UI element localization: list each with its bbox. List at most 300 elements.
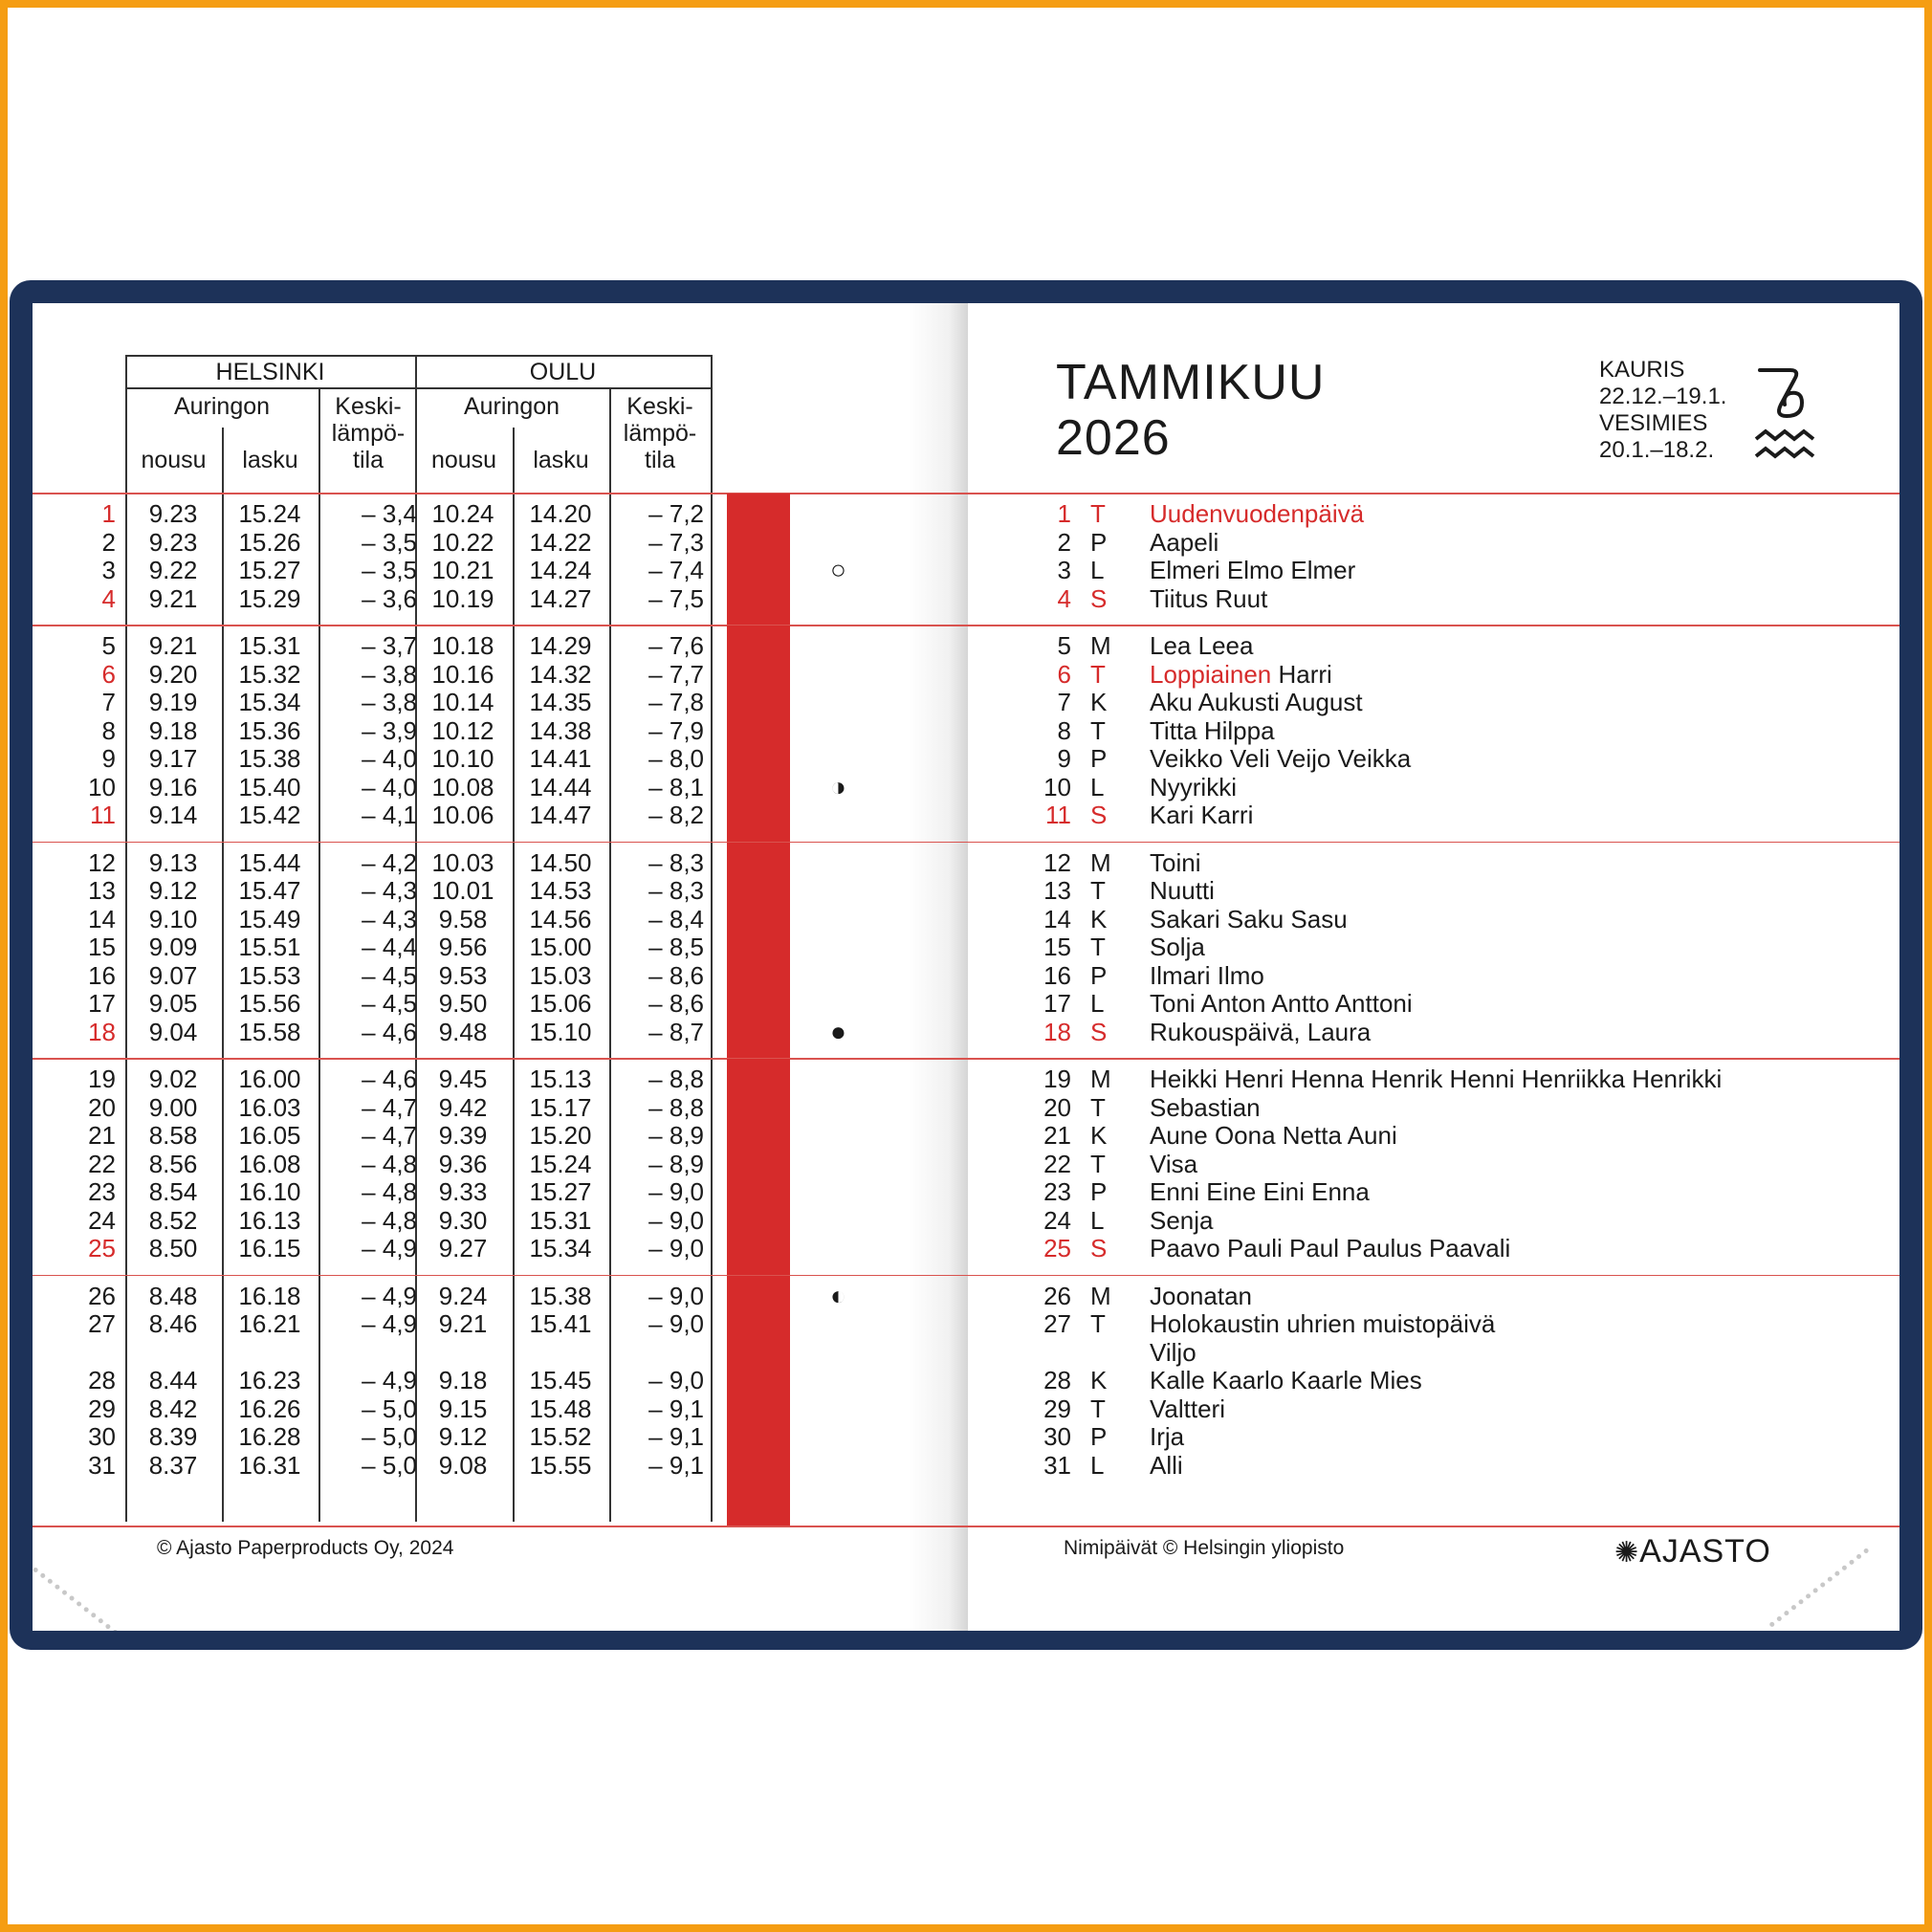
day-number: 10 bbox=[88, 772, 116, 801]
oulu-sunset: 14.56 bbox=[529, 904, 592, 933]
oulu-sunrise: 10.10 bbox=[431, 744, 494, 773]
weekday-letter: M bbox=[1090, 1065, 1111, 1093]
brand-name: AJASTO bbox=[1639, 1533, 1771, 1570]
name-day-names: Titta Hilppa bbox=[1150, 715, 1275, 745]
brand-logo bbox=[1614, 1533, 1771, 1570]
oulu-temp: – 8,8 bbox=[648, 1092, 704, 1122]
helsinki-sunrise: 8.39 bbox=[148, 1422, 198, 1451]
oulu-temp: – 9,0 bbox=[648, 1366, 704, 1394]
helsinki-sunset: 15.36 bbox=[238, 715, 301, 745]
tila-label: tila bbox=[353, 447, 384, 473]
helsinki-sunrise: 9.20 bbox=[148, 659, 198, 689]
weekday-letter: S bbox=[1090, 801, 1108, 829]
day-number: 24 bbox=[88, 1205, 116, 1235]
name-days bbox=[1150, 1423, 1184, 1452]
day-number: 9 bbox=[101, 744, 116, 773]
oulu-sunrise: 10.06 bbox=[431, 801, 494, 829]
oulu-sunrise: 9.15 bbox=[438, 1394, 488, 1423]
sun-table-row bbox=[33, 1151, 740, 1179]
day-number: 22 bbox=[88, 1149, 116, 1178]
name-day-names: Nyyrikki bbox=[1150, 772, 1237, 801]
month-title bbox=[1056, 355, 1325, 466]
perforation-dots bbox=[33, 1567, 133, 1631]
oulu-sunset: 15.10 bbox=[529, 1017, 592, 1046]
sun-table-row bbox=[33, 689, 740, 717]
sun-table-row bbox=[33, 1207, 740, 1236]
helsinki-sunrise: 9.05 bbox=[148, 989, 198, 1018]
oulu-sunrise: 10.21 bbox=[431, 556, 494, 584]
weekday-letter: T bbox=[1090, 1149, 1106, 1178]
day-number: 14 bbox=[88, 904, 116, 933]
day-number: 17 bbox=[88, 989, 116, 1018]
name-day-names: Viljo bbox=[1150, 1337, 1197, 1367]
day-number: 8 bbox=[1057, 715, 1071, 745]
name-days bbox=[1150, 933, 1205, 962]
helsinki-sunset: 16.15 bbox=[238, 1234, 301, 1262]
helsinki-temp: – 4,9 bbox=[362, 1234, 417, 1262]
name-day-row bbox=[968, 1452, 1886, 1481]
name-day-names: Solja bbox=[1150, 933, 1205, 961]
day-number: 18 bbox=[88, 1017, 116, 1046]
oulu-sunset: 14.41 bbox=[529, 744, 592, 773]
weekday-letter: L bbox=[1090, 556, 1105, 584]
helsinki-sunset: 16.00 bbox=[238, 1065, 301, 1093]
week-rule bbox=[968, 625, 1899, 626]
name-day-row bbox=[968, 1283, 1886, 1311]
day-number: 8 bbox=[101, 715, 116, 745]
weekday-letter: L bbox=[1090, 772, 1105, 801]
name-day-credit: Nimipäivät © Helsingin yliopisto bbox=[1064, 1537, 1345, 1559]
name-day-names: Kalle Kaarlo Kaarle Mies bbox=[1150, 1366, 1422, 1394]
oulu-temp: – 9,0 bbox=[648, 1234, 704, 1262]
oulu-sunrise: 9.33 bbox=[438, 1177, 488, 1206]
name-days bbox=[1150, 1065, 1722, 1094]
oulu-temp: – 9,0 bbox=[648, 1281, 704, 1310]
weekday-letter: S bbox=[1090, 1017, 1108, 1046]
oulu-sunset: 14.22 bbox=[529, 527, 592, 557]
oulu-temp: – 9,0 bbox=[648, 1177, 704, 1206]
weekday-letter: T bbox=[1090, 715, 1106, 745]
name-day-names: Irja bbox=[1150, 1422, 1185, 1451]
perforation-dots bbox=[1768, 1548, 1872, 1631]
day-number: 7 bbox=[1057, 688, 1071, 716]
oulu-sunset: 15.20 bbox=[529, 1121, 592, 1150]
week-rule bbox=[33, 493, 976, 494]
auringon-label: Auringon bbox=[463, 393, 560, 420]
sun-table-row bbox=[33, 1283, 740, 1311]
oulu-temp: – 7,5 bbox=[648, 583, 704, 613]
day-number: 5 bbox=[1057, 631, 1071, 660]
helsinki-temp: – 4,6 bbox=[362, 1017, 417, 1046]
week-rule bbox=[968, 842, 1899, 844]
name-day-row bbox=[968, 877, 1886, 906]
name-day-row bbox=[968, 1423, 1886, 1452]
week-rule bbox=[33, 1275, 976, 1277]
weekday-letter: K bbox=[1090, 1121, 1108, 1150]
helsinki-sunset: 15.29 bbox=[238, 583, 301, 613]
helsinki-sunrise: 9.18 bbox=[148, 715, 198, 745]
oulu-temp: – 7,4 bbox=[648, 556, 704, 584]
helsinki-sunrise: 9.12 bbox=[148, 876, 198, 905]
oulu-temp: – 9,1 bbox=[648, 1450, 704, 1480]
name-day-row bbox=[968, 849, 1886, 878]
sun-table-row bbox=[33, 1367, 740, 1395]
name-day-names: Paavo Pauli Paul Paulus Paavali bbox=[1150, 1234, 1511, 1262]
zodiac-sign-2: VESIMIES bbox=[1599, 410, 1708, 436]
oulu-sunrise: 10.22 bbox=[431, 527, 494, 557]
weekday-letter: P bbox=[1090, 527, 1108, 557]
weekday-letter: M bbox=[1090, 847, 1111, 877]
helsinki-temp: – 3,4 bbox=[362, 499, 417, 528]
name-day-row bbox=[968, 1395, 1886, 1424]
name-day-names: Kari Karri bbox=[1150, 801, 1254, 829]
helsinki-sunrise: 9.21 bbox=[148, 583, 198, 613]
oulu-sunrise: 10.08 bbox=[431, 772, 494, 801]
day-number: 15 bbox=[1043, 933, 1071, 961]
oulu-sunrise: 9.30 bbox=[438, 1205, 488, 1235]
oulu-sunset: 14.44 bbox=[529, 772, 592, 801]
sun-table-row bbox=[33, 585, 740, 614]
oulu-temp: – 8,0 bbox=[648, 744, 704, 773]
helsinki-sunset: 16.08 bbox=[238, 1149, 301, 1178]
helsinki-sunset: 15.27 bbox=[238, 556, 301, 584]
name-days bbox=[1150, 1367, 1422, 1395]
name-day-row bbox=[968, 962, 1886, 991]
helsinki-sunrise: 9.02 bbox=[148, 1065, 198, 1093]
name-day-row bbox=[968, 717, 1886, 746]
zodiac-dates-1: 22.12.–19.1. bbox=[1599, 384, 1727, 409]
oulu-temp: – 8,4 bbox=[648, 904, 704, 933]
name-day-names: Veikko Veli Veijo Veikka bbox=[1150, 744, 1412, 773]
oulu-sunrise: 10.18 bbox=[431, 631, 494, 660]
helsinki-sunset: 15.26 bbox=[238, 527, 301, 557]
name-day-row bbox=[968, 1019, 1886, 1047]
day-number: 20 bbox=[1043, 1092, 1071, 1122]
name-days bbox=[1150, 661, 1332, 690]
name-days bbox=[1150, 529, 1218, 558]
day-number: 6 bbox=[101, 659, 116, 689]
name-days bbox=[1150, 632, 1253, 661]
helsinki-sunset: 15.56 bbox=[238, 989, 301, 1018]
helsinki-temp: – 4,8 bbox=[362, 1205, 417, 1235]
oulu-temp: – 8,3 bbox=[648, 847, 704, 877]
oulu-sunrise: 9.08 bbox=[438, 1450, 488, 1480]
day-number: 17 bbox=[1043, 989, 1071, 1018]
name-day-row bbox=[968, 1235, 1886, 1263]
helsinki-sunset: 16.28 bbox=[238, 1422, 301, 1451]
auringon-label: Auringon bbox=[173, 393, 271, 420]
name-days bbox=[1150, 1094, 1261, 1123]
day-number: 7 bbox=[101, 688, 116, 716]
helsinki-sunrise: 9.19 bbox=[148, 688, 198, 716]
name-days bbox=[1150, 1452, 1183, 1481]
helsinki-temp: – 5,0 bbox=[362, 1394, 417, 1423]
zodiac-sign-1: KAURIS bbox=[1599, 357, 1685, 383]
sun-table-row bbox=[33, 1019, 740, 1047]
oulu-temp: – 8,9 bbox=[648, 1149, 704, 1178]
name-days bbox=[1150, 689, 1363, 717]
day-number: 20 bbox=[88, 1092, 116, 1122]
day-number: 16 bbox=[1043, 960, 1071, 990]
helsinki-sunset: 15.42 bbox=[238, 801, 301, 829]
day-number: 27 bbox=[1043, 1309, 1071, 1338]
name-days bbox=[1150, 557, 1355, 585]
name-day-names: Holokaustin uhrien muistopäivä bbox=[1150, 1309, 1496, 1338]
tila-label: tila bbox=[645, 447, 675, 473]
sun-table-row bbox=[33, 774, 740, 802]
helsinki-sunrise: 9.17 bbox=[148, 744, 198, 773]
sun-table-row bbox=[33, 1452, 740, 1481]
oulu-temp: – 8,9 bbox=[648, 1121, 704, 1150]
name-day-row bbox=[968, 1151, 1886, 1179]
name-day-names: Heikki Henri Henna Henrik Henni Henriikka Henrikki bbox=[1150, 1065, 1723, 1093]
oulu-sunset: 15.55 bbox=[529, 1450, 592, 1480]
name-day-row bbox=[968, 774, 1886, 802]
oulu-temp: – 8,1 bbox=[648, 772, 704, 801]
zodiac-dates-2: 20.1.–18.2. bbox=[1599, 437, 1715, 463]
helsinki-temp: – 4,9 bbox=[362, 1309, 417, 1338]
oulu-sunrise: 9.12 bbox=[438, 1422, 488, 1451]
helsinki-sunrise: 9.23 bbox=[148, 527, 198, 557]
day-number: 12 bbox=[88, 847, 116, 877]
name-day-row bbox=[968, 1065, 1886, 1094]
oulu-sunset: 15.27 bbox=[529, 1177, 592, 1206]
oulu-temp: – 8,7 bbox=[648, 1017, 704, 1046]
helsinki-temp: – 4,3 bbox=[362, 876, 417, 905]
name-days bbox=[1150, 585, 1267, 614]
capricorn-icon bbox=[1752, 361, 1819, 422]
day-number: 13 bbox=[1043, 876, 1071, 905]
name-day-row bbox=[968, 557, 1886, 585]
helsinki-temp: – 4,0 bbox=[362, 744, 417, 773]
weekday-letter: T bbox=[1090, 1394, 1106, 1423]
name-days bbox=[1150, 877, 1215, 906]
name-day-row bbox=[968, 990, 1886, 1019]
name-days bbox=[1150, 1283, 1252, 1311]
oulu-sunset: 14.38 bbox=[529, 715, 592, 745]
name-day-names: Sakari Saku Sasu bbox=[1150, 904, 1348, 933]
name-day-row bbox=[968, 585, 1886, 614]
footer-rule bbox=[968, 1526, 1899, 1527]
day-number: 18 bbox=[1043, 1017, 1071, 1046]
helsinki-sunset: 16.18 bbox=[238, 1281, 301, 1310]
weekday-letter: S bbox=[1090, 583, 1108, 613]
name-day-row bbox=[968, 1094, 1886, 1123]
helsinki-temp: – 4,6 bbox=[362, 1065, 417, 1093]
keski-label: Keski- bbox=[335, 393, 402, 420]
helsinki-sunrise: 8.44 bbox=[148, 1366, 198, 1394]
oulu-sunrise: 9.42 bbox=[438, 1092, 488, 1122]
name-day-row bbox=[968, 933, 1886, 962]
oulu-sunset: 14.35 bbox=[529, 688, 592, 716]
weekday-letter: M bbox=[1090, 1281, 1111, 1310]
helsinki-temp: – 4,5 bbox=[362, 960, 417, 990]
weekday-letter: P bbox=[1090, 744, 1108, 773]
helsinki-temp: – 4,2 bbox=[362, 847, 417, 877]
oulu-sunset: 15.03 bbox=[529, 960, 592, 990]
weekday-letter: P bbox=[1090, 1177, 1108, 1206]
oulu-temp: – 8,5 bbox=[648, 933, 704, 961]
name-day-names: Enni Eine Eini Enna bbox=[1150, 1177, 1370, 1206]
helsinki-sunrise: 8.46 bbox=[148, 1309, 198, 1338]
sun-table-row bbox=[33, 661, 740, 690]
name-days bbox=[1150, 1019, 1371, 1047]
helsinki-temp: – 4,7 bbox=[362, 1092, 417, 1122]
day-number: 4 bbox=[101, 583, 116, 613]
table-city-line bbox=[125, 387, 711, 389]
helsinki-sunrise: 9.21 bbox=[148, 631, 198, 660]
helsinki-temp: – 4,0 bbox=[362, 772, 417, 801]
helsinki-temp: – 3,9 bbox=[362, 715, 417, 745]
oulu-temp: – 9,0 bbox=[648, 1309, 704, 1338]
name-days bbox=[1150, 500, 1364, 529]
sun-table-row bbox=[33, 1423, 740, 1452]
name-day-names: Aku Aukusti August bbox=[1150, 688, 1363, 716]
oulu-sunset: 15.17 bbox=[529, 1092, 592, 1122]
name-day-names: Nuutti bbox=[1150, 876, 1215, 905]
name-days bbox=[1150, 1207, 1214, 1236]
oulu-sunrise: 10.14 bbox=[431, 688, 494, 716]
helsinki-sunset: 15.32 bbox=[238, 659, 301, 689]
day-number: 5 bbox=[101, 631, 116, 660]
day-number: 23 bbox=[1043, 1177, 1071, 1206]
day-number: 21 bbox=[1043, 1121, 1071, 1150]
helsinki-header: HELSINKI bbox=[215, 359, 325, 385]
oulu-sunrise: 9.27 bbox=[438, 1234, 488, 1262]
name-days bbox=[1150, 801, 1253, 830]
helsinki-temp: – 3,5 bbox=[362, 556, 417, 584]
helsinki-sunrise: 9.07 bbox=[148, 960, 198, 990]
helsinki-sunrise: 8.37 bbox=[148, 1450, 198, 1480]
sun-table-row bbox=[33, 1094, 740, 1123]
planner-spread bbox=[10, 280, 1922, 1650]
helsinki-sunrise: 8.52 bbox=[148, 1205, 198, 1235]
helsinki-sunrise: 8.48 bbox=[148, 1281, 198, 1310]
day-number: 24 bbox=[1043, 1205, 1071, 1235]
day-number: 30 bbox=[88, 1422, 116, 1451]
helsinki-temp: – 3,7 bbox=[362, 631, 417, 660]
helsinki-temp: – 4,8 bbox=[362, 1177, 417, 1206]
day-number: 12 bbox=[1043, 847, 1071, 877]
helsinki-temp: – 4,7 bbox=[362, 1121, 417, 1150]
day-number: 26 bbox=[1043, 1281, 1071, 1310]
oulu-sunset: 14.29 bbox=[529, 631, 592, 660]
oulu-sunset: 14.32 bbox=[529, 659, 592, 689]
oulu-temp: – 8,6 bbox=[648, 989, 704, 1018]
day-number: 25 bbox=[88, 1234, 116, 1262]
name-day-row bbox=[968, 632, 1886, 661]
helsinki-sunrise: 8.42 bbox=[148, 1394, 198, 1423]
day-number: 26 bbox=[88, 1281, 116, 1310]
oulu-sunrise: 9.21 bbox=[438, 1309, 488, 1338]
day-number: 2 bbox=[101, 527, 116, 557]
oulu-temp: – 8,6 bbox=[648, 960, 704, 990]
sun-table-row bbox=[33, 933, 740, 962]
name-day-names: Alli bbox=[1150, 1450, 1183, 1480]
weekday-letter: P bbox=[1090, 960, 1108, 990]
name-days bbox=[1150, 1395, 1225, 1424]
helsinki-sunset: 16.26 bbox=[238, 1394, 301, 1423]
name-day-row bbox=[968, 529, 1886, 558]
helsinki-sunset: 16.03 bbox=[238, 1092, 301, 1122]
helsinki-sunrise: 9.14 bbox=[148, 801, 198, 829]
helsinki-sunrise: 9.23 bbox=[148, 499, 198, 528]
oulu-temp: – 8,8 bbox=[648, 1065, 704, 1093]
name-days bbox=[1150, 849, 1200, 878]
oulu-sunrise: 10.01 bbox=[431, 876, 494, 905]
helsinki-temp: – 4,4 bbox=[362, 933, 417, 961]
day-number: 19 bbox=[1043, 1065, 1071, 1093]
day-number: 31 bbox=[88, 1450, 116, 1480]
name-day-row bbox=[968, 801, 1886, 830]
oulu-sunrise: 10.12 bbox=[431, 715, 494, 745]
lasku-label: lasku bbox=[533, 447, 589, 473]
helsinki-sunset: 15.53 bbox=[238, 960, 301, 990]
sun-table-row bbox=[33, 745, 740, 774]
helsinki-temp: – 5,0 bbox=[362, 1450, 417, 1480]
helsinki-sunrise: 9.10 bbox=[148, 904, 198, 933]
oulu-temp: – 9,1 bbox=[648, 1394, 704, 1423]
oulu-sunset: 15.06 bbox=[529, 989, 592, 1018]
day-number: 29 bbox=[88, 1394, 116, 1423]
helsinki-sunset: 15.44 bbox=[238, 847, 301, 877]
name-days bbox=[1150, 906, 1348, 934]
name-day-names: Visa bbox=[1150, 1149, 1198, 1178]
oulu-sunrise: 9.18 bbox=[438, 1366, 488, 1394]
helsinki-temp: – 4,1 bbox=[362, 801, 417, 829]
month-name: TAMMIKUU bbox=[1056, 355, 1326, 410]
oulu-sunrise: 9.56 bbox=[438, 933, 488, 961]
day-number: 23 bbox=[88, 1177, 116, 1206]
day-number: 3 bbox=[1057, 556, 1071, 584]
name-day-names: Toini bbox=[1150, 847, 1201, 877]
day-number: 14 bbox=[1043, 904, 1071, 933]
oulu-sunset: 15.13 bbox=[529, 1065, 592, 1093]
oulu-sunrise: 9.48 bbox=[438, 1017, 488, 1046]
name-day-names: Rukouspäivä, Laura bbox=[1150, 1017, 1372, 1046]
weekday-letter: K bbox=[1090, 688, 1108, 716]
name-day-row bbox=[968, 661, 1886, 690]
helsinki-sunset: 15.34 bbox=[238, 688, 301, 716]
lampo-label: lämpö- bbox=[623, 420, 697, 447]
oulu-sunset: 15.41 bbox=[529, 1309, 592, 1338]
name-days bbox=[1150, 774, 1237, 802]
weekday-letter: L bbox=[1090, 989, 1105, 1018]
left-page bbox=[33, 303, 976, 1631]
day-number: 15 bbox=[88, 933, 116, 961]
weekday-letter: P bbox=[1090, 1422, 1108, 1451]
sun-table-row bbox=[33, 877, 740, 906]
name-day-names: Elmeri Elmo Elmer bbox=[1150, 556, 1356, 584]
weekday-letter: T bbox=[1090, 933, 1106, 961]
day-number: 27 bbox=[88, 1309, 116, 1338]
oulu-sunrise: 10.24 bbox=[431, 499, 494, 528]
sun-table-row bbox=[33, 1235, 740, 1263]
helsinki-temp: – 4,9 bbox=[362, 1281, 417, 1310]
helsinki-sunrise: 8.58 bbox=[148, 1121, 198, 1150]
name-days bbox=[1150, 990, 1413, 1019]
day-number: 25 bbox=[1043, 1234, 1071, 1262]
day-number: 4 bbox=[1057, 583, 1071, 613]
sun-table-row bbox=[33, 632, 740, 661]
name-day-row bbox=[968, 1207, 1886, 1236]
keski-label: Keski- bbox=[626, 393, 693, 420]
weekday-letter: S bbox=[1090, 1234, 1108, 1262]
sun-table-row bbox=[33, 801, 740, 830]
sun-table-row bbox=[33, 529, 740, 558]
right-page bbox=[968, 303, 1899, 1631]
helsinki-sunrise: 8.56 bbox=[148, 1149, 198, 1178]
